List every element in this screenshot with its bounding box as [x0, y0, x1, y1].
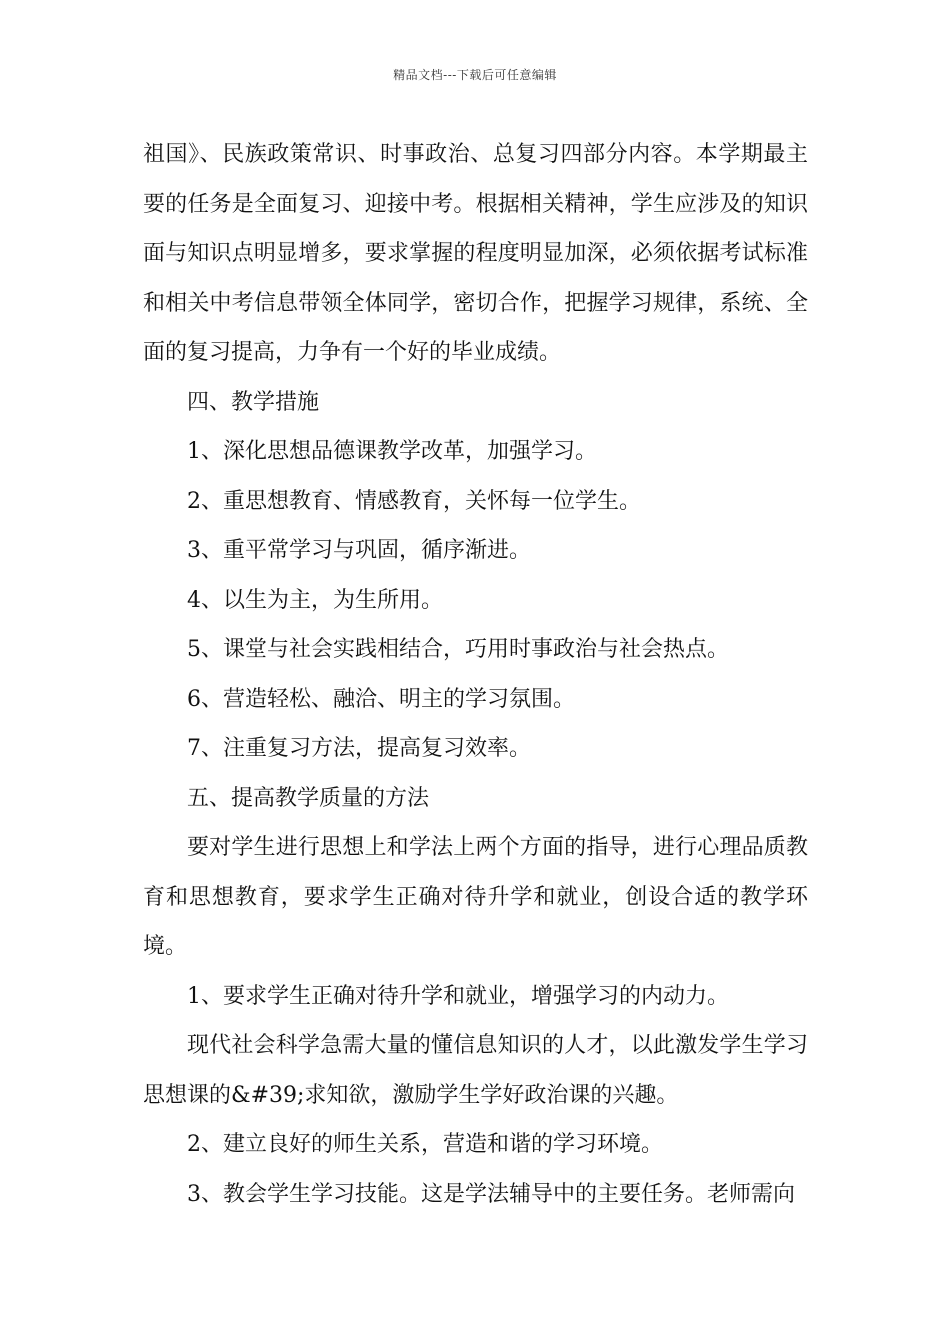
list-item: 2、重思想教育、情感教育，关怀每一位学生。: [187, 488, 641, 514]
list-item: 3、重平常学习与巩固，循序渐进。: [187, 538, 531, 563]
list-item: 2、建立良好的师生关系，营造和谐的学习环境。: [187, 1132, 663, 1157]
list-item: 7、注重复习方法，提高复习效率。: [187, 736, 531, 761]
paragraph: 祖国》、民族政策常识、时事政治、总复习四部分内容。本学期最主要的任务是全面复习、迎接中考。根据相关精神，学生应涉及的知识面与知识点明显增多，要求掌握的程度明显加深，必须依据考试标准和相关中考信息带领全体同学，密切合作，把握学习规律，系统、全面的复习提高，力争有一个好的毕业成绩。: [143, 142, 808, 365]
list-item: 1、深化思想品德课教学改革，加强学习。: [187, 439, 597, 464]
paragraph: 现代社会科学急需大量的懂信息知识的人才，以此激发学生学习思想课的&#39;求知欲，激励学生学好政治课的兴趣。: [143, 1033, 808, 1108]
section-heading: 五、提高教学质量的方法: [187, 785, 430, 811]
document-body: [143, 130, 808, 1219]
list-item: 3、教会学生学习技能。这是学法辅导中的主要任务。老师需向: [187, 1181, 795, 1207]
list-item: 4、以生为主，为生所用。: [187, 587, 443, 613]
page-header: 精品文档---下载后可任意编辑: [393, 68, 557, 82]
list-item: 5、课堂与社会实践相结合，巧用时事政治与社会热点。: [187, 637, 729, 662]
list-item: 6、营造轻松、融洽、明主的学习氛围。: [187, 686, 575, 712]
section-heading: 四、教学措施: [187, 389, 320, 415]
list-item: 1、要求学生正确对待升学和就业，增强学习的内动力。: [187, 983, 729, 1009]
paragraph: 要对学生进行思想上和学法上两个方面的指导，进行心理品质教育和思想教育，要求学生正确对待升学和就业，创设合适的教学环境。: [143, 835, 808, 959]
